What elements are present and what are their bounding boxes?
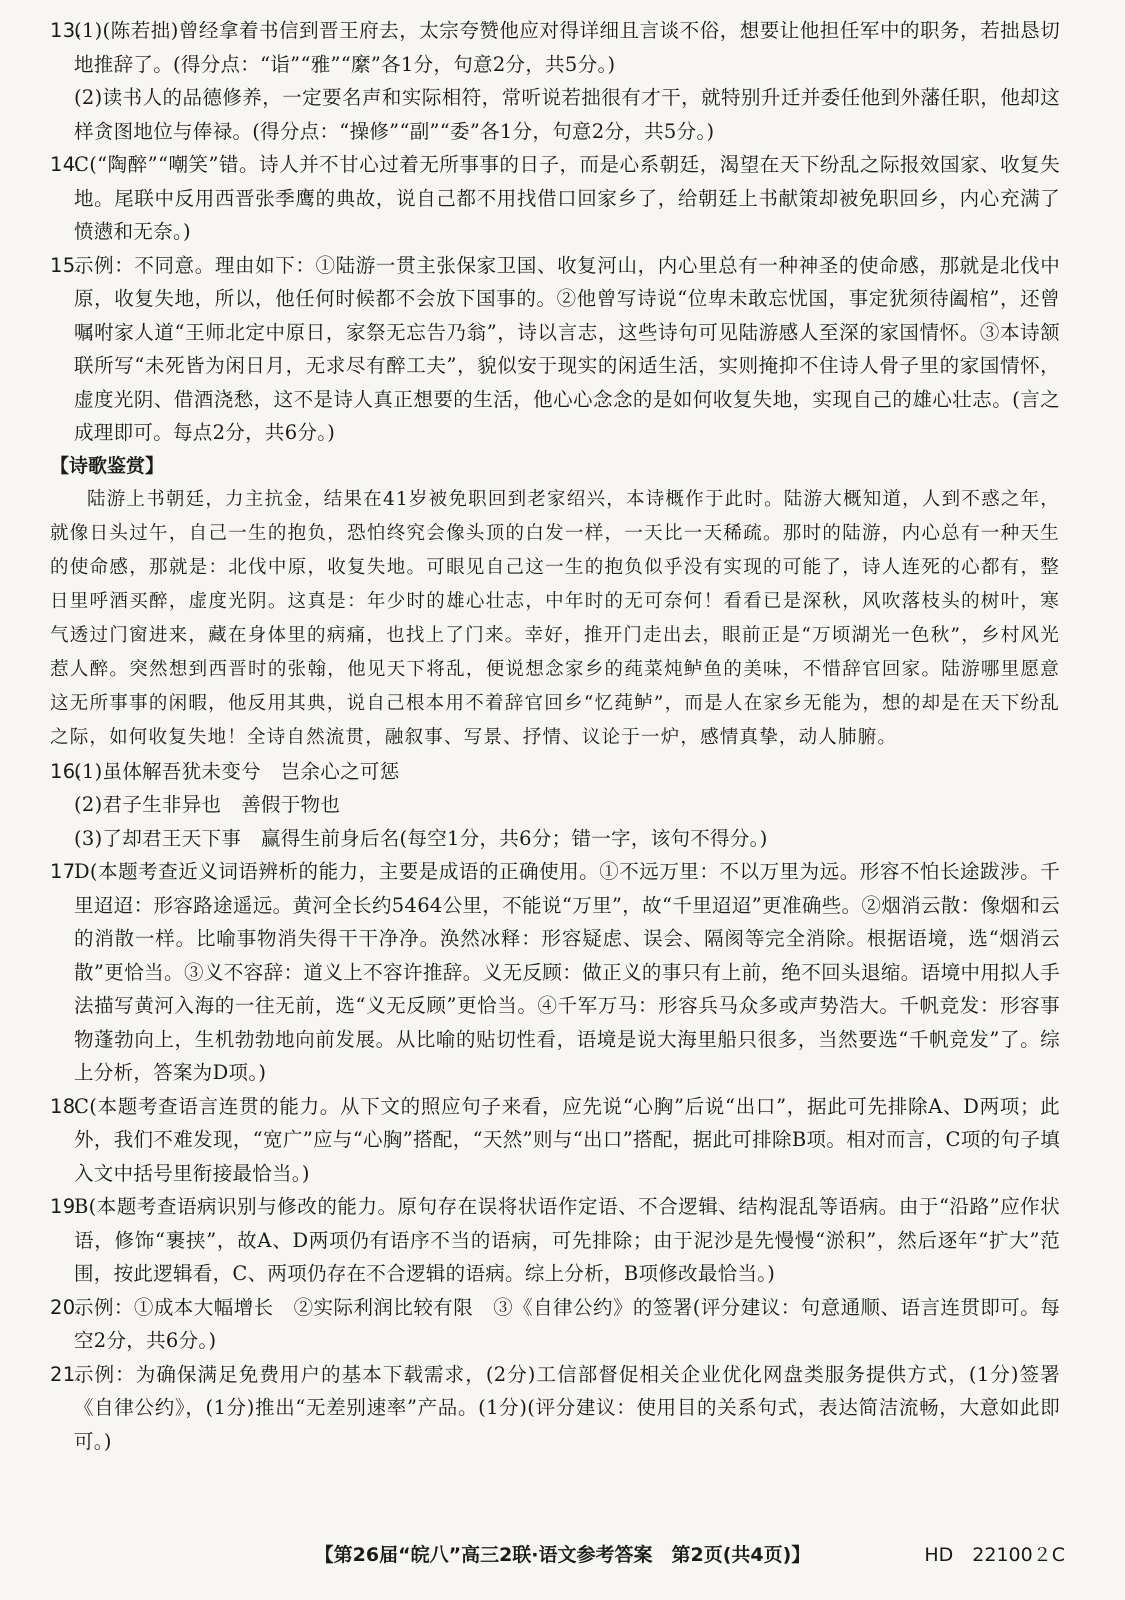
question-number: 19. (50, 1195, 82, 1218)
question-number: 21. (50, 1362, 82, 1386)
question-18 (50, 1090, 1060, 1191)
answer-13-1: (1)(陈若拙)曾经拿着书信到晋王府去，太宗夸赞他应对得详细且言谈不俗，想要让他担任军中的职务，若拙恳切地推辞了。(得分点：“诣”“雅”“縻”各1分，句意2分，共5分。) (74, 19, 1060, 76)
answer-21: 示例：为确保满足免费用户的基本下载需求，(2分)工信部督促相关企业优化网盘类服务提供方式，(1分)签署《自律公约》，(1分)推出“无差别速率”产品。(1分)(评分建议：使用目的关系句式，表达简洁流畅，大意如此即可。) (74, 1362, 1060, 1453)
answer-14: C(“陶醉”“嘲笑”错。诗人并不甘心过着无所事事的日子，而是心系朝廷，渴望在天下纷乱之际报效国家、收复失地。尾联中反用西晋张季鹰的典故，说自己都不用找借口回家乡了，给朝廷上书献策却被免职回乡，内心充满了愤懑和无奈。) (74, 153, 1060, 243)
answer-15: 示例：不同意。理由如下：①陆游一贯主张保家卫国、收复河山，内心里总有一种神圣的使命感，那就是北伐中原，收复失地，所以，他任何时候都不会放下国事的。②他曾写诗说“位卑未敢忘忧国，事定犹须待阖棺”，还曾嘱咐家人道“王师北定中原日，家祭无忘告乃翁”，诗以言志，这些诗句可见陆游感人至深的家国情怀。③本诗颔联所写“未死皆为闲日月，无求尽有醉工夫”，貌似安于现实的闲适生活，实则掩抑不住诗人骨子里的家国情怀，虚度光阴、借酒浇愁，这不是诗人真正想要的生活，他心心念念的是如何收复失地，实现自己的雄心壮志。(言之成理即可。每点2分，共6分。) (74, 253, 1060, 444)
question-15 (50, 249, 1060, 450)
answer-13-2: (2)读书人的品德修养，一定要名声和实际相符，常听说若拙很有才干，就特别升迁并委任他到外藩任职，他却这样贪图地位与俸禄。(得分点：“操修”“副”“委”各1分，句意2分，共5分。) (74, 86, 1060, 143)
footer-title: 【第26届“皖八”高三2联·语文参考答案 第2页(共4页)】 (314, 1544, 811, 1566)
answer-16-3: (3)了却君王天下事 赢得生前身后名(每空1分，共6分；错一字，该句不得分。) (74, 826, 768, 850)
question-19 (50, 1190, 1060, 1291)
answer-18: C(本题考查语言连贯的能力。从下文的照应句子来看，应先说“心胸”后说“出口”，据此可先排除A、D两项；此外，我们不难发现，“宽广”应与“心胸”搭配，“天然”则与“出口”搭配，据此可排除B项。相对而言，C项的句子填入文中括号里衔接最恰当。) (74, 1094, 1060, 1185)
appreciation-text: 陆游上书朝廷，力主抗金，结果在41岁被免职回到老家绍兴，本诗概作于此时。陆游大概知道，人到不惑之年，就像日头过午，自己一生的抱负，恐怕终究会像头顶的白发一样，一天比一天稀疏。那时的陆游，内心总有一种天生的使命感，那就是：北伐中原，收复失地。可眼见自己这一生的抱负似乎没有实现的可能了，诗人连死的心都有，整日里呼酒买醉，虚度光阴。这真是：年少时的雄心壮志，中年时的无可奈何！看看已是深秋，风吹落枝头的树叶，寒气透过门窗进来，藏在身体里的病痛，也找上了门来。幸好，推开门走出去，眼前正是“万顷湖光一色秋”，乡村风光惹人醉。突然想到西晋时的张翰，他见天下将乱，便说想念家乡的莼菜炖鲈鱼的美味，不惜辞官回家。陆游哪里愿意这无所事事的闲暇，他反用其典，说自己根本用不着辞官回乡“忆莼鲈”，而是人在家乡无能为，想的却是在天下纷乱之际，如何收复失地！全诗自然流贯，融叙事、写景、抒情、议论于一炉，感情真挚，动人肺腑。 (50, 488, 1060, 748)
question-number: 20. (50, 1295, 82, 1319)
appreciation-heading: 【诗歌鉴赏】 (50, 454, 165, 477)
question-16 (50, 755, 1060, 856)
question-14 (50, 148, 1060, 249)
answer-16-2: (2)君子生非异也 善假于物也 (74, 793, 341, 816)
question-number: 15. (50, 253, 82, 277)
question-number: 17. (50, 860, 82, 883)
question-21 (50, 1358, 1060, 1459)
answer-19: B(本题考查语病识别与修改的能力。原句存在误将状语作定语、不合逻辑、结构混乱等语病。由于“沿路”应作状语，修饰“裹挟”，故A、D两项仍有语序不当的语病，可先排除；由于泥沙是先慢慢“淤积”，然后逐年“扩大”范围，按此逻辑看，C、两项仍存在不合逻辑的语病。综上分析，B项修改最恰当。) (74, 1195, 1060, 1285)
question-number: 16. (50, 759, 82, 783)
answer-page (50, 14, 1060, 1458)
footer-code: HD 22100２C (924, 1544, 1065, 1566)
question-13 (50, 14, 1060, 148)
answer-17: D(本题考查近义词语辨析的能力，主要是成语的正确使用。①不远万里：不以万里为远。形容不怕长途跋涉。千里迢迢：形容路途遥远。黄河全长约5464公里，不能说“万里”，故“千里迢迢”更准确些。②烟消云散：像烟和云的消散一样。比喻事物消失得干干净净。涣然冰释：形容疑虑、误会、隔阂等完全消除。根据语境，选“烟消云散”更恰当。③义不容辞：道义上不容许推辞。义无反顾：做正义的事只有上前，绝不回头退缩。语境中用拟人手法描写黄河入海的一往无前，选“义无反顾”更恰当。④千军万马：形容兵马众多或声势浩大。千帆竞发：形容事物蓬勃向上，生机勃勃地向前发展。从比喻的贴切性看，语境是说大海里船只很多，当然要选“千帆竞发”了。综上分析，答案为D项。) (74, 860, 1060, 1084)
page-footer (0, 1540, 1125, 1567)
question-number: 14. (50, 153, 82, 176)
question-number: 13. (50, 19, 82, 42)
answer-16-1: (1)虽体解吾犹未变兮 岂余心之可惩 (74, 759, 400, 783)
question-17 (50, 855, 1060, 1090)
answer-20: 示例：①成本大幅增长 ②实际利润比较有限 ③《自律公约》的签署(评分建议：句意通顺、语言连贯即可。每空2分，共6分。) (74, 1295, 1060, 1352)
question-20 (50, 1291, 1060, 1358)
question-number: 18. (50, 1094, 82, 1118)
